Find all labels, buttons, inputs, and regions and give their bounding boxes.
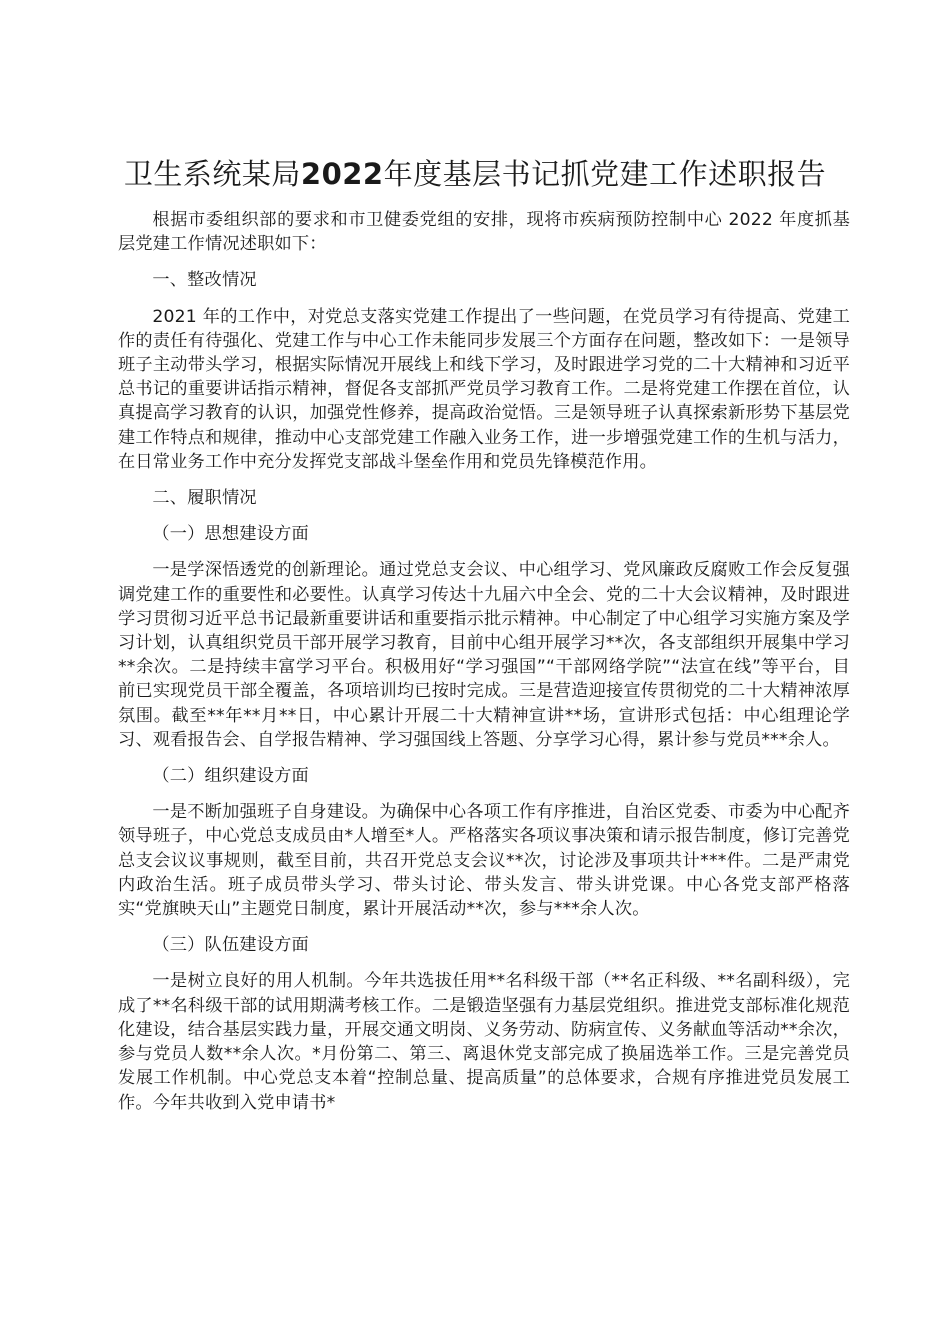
subsection-heading: （二）组织建设方面 [152, 766, 309, 787]
title-suffix: 年度基层书记抓党建工作述职报告 [383, 157, 827, 191]
subsection-heading: （一）思想建设方面 [152, 524, 309, 545]
subsection-heading: （三）队伍建设方面 [152, 935, 309, 956]
section-heading: 一、整改情况 [152, 270, 257, 291]
document-body [118, 208, 850, 1115]
intro-paragraph: 根据市委组织部的要求和市卫健委党组的安排，现将市疾病预防控制中心 2022 年度抓基层党建工作情况述职如下： [118, 210, 850, 255]
subsection-paragraph: 一是不断加强班子自身建设。为确保中心各项工作有序推进，自治区党委、市委为中心配齐领导班子，中心党总支成员由*人增至*人。严格落实各项议事决策和请示报告制度，修订完善党总支会议议事规则，截至目前，共召开党总支会议**次，讨论涉及事项共计***件。二是严肃党内政治生活。班子成员带头学习、带头讨论、带头发言、带头讲党课。中心各党支部严格落实“党旗映天山”主题党日制度，累计开展活动**次，参与***余人次。 [118, 802, 850, 920]
section-heading: 二、履职情况 [152, 488, 257, 509]
subsection-paragraph: 一是树立良好的用人机制。今年共选拔任用**名科级干部（**名正科级、**名副科级），完成了**名科级干部的试用期满考核工作。二是锻造坚强有力基层党组织。推进党支部标准化规范化建设，结合基层实践力量，开展交通文明岗、义务劳动、防病宣传、义务献血等活动**余次，参与党员人数**余人次。*月份第二、第三、离退休党支部完成了换届选举工作。三是完善党员发展工作机制。中心党总支本着“控制总量、提高质量”的总体要求，合规有序推进党员发展工作。今年共收到入党申请书* [118, 971, 850, 1113]
title-prefix: 卫生系统某局 [123, 157, 301, 191]
section-paragraph: 2021 年的工作中，对党总支落实党建工作提出了一些问题，在党员学习有待提高、党建工作的责任有待强化、党建工作与中心工作未能同步发展三个方面存在问题，整改如下：一是领导班子主动带头学习，根据实际情况开展线上和线下学习，及时跟进学习党的二十大精神和习近平总书记的重要讲话指示精神，督促各支部抓严党员学习教育工作。二是将党建工作摆在首位，认真提高学习教育的认识，加强党性修养，提高政治觉悟。三是领导班子认真探索新形势下基层党建工作特点和规律，推动中心支部党建工作融入业务工作，进一步增强党建工作的生机与活力，在日常业务工作中充分发挥党支部战斗堡垒作用和党员先锋模范作用。 [118, 306, 850, 472]
document-title [0, 152, 950, 193]
subsection-paragraph: 一是学深悟透党的创新理论。通过党总支会议、中心组学习、党风廉政反腐败工作会反复强调党建工作的重要性和必要性。认真学习传达十九届六中全会、党的二十大会议精神，及时跟进学习贯彻习近平总书记最新重要讲话和重要指示批示精神。中心制定了中心组学习实施方案及学习计划，认真组织党员干部开展学习教育，目前中心组开展学习**次，各支部组织开展集中学习**余次。二是持续丰富学习平台。积极用好“学习强国”“干部网络学院”“法宣在线”等平台，目前已实现党员干部全覆盖，各项培训均已按时完成。三是营造迎接宣传贯彻党的二十大精神浓厚氛围。截至**年**月**日，中心累计开展二十大精神宣讲**场，宣讲形式包括：中心组理论学习、观看报告会、自学报告精神、学习强国线上答题、分享学习心得，累计参与党员***余人。 [118, 560, 850, 750]
title-year: 2022 [300, 157, 384, 191]
